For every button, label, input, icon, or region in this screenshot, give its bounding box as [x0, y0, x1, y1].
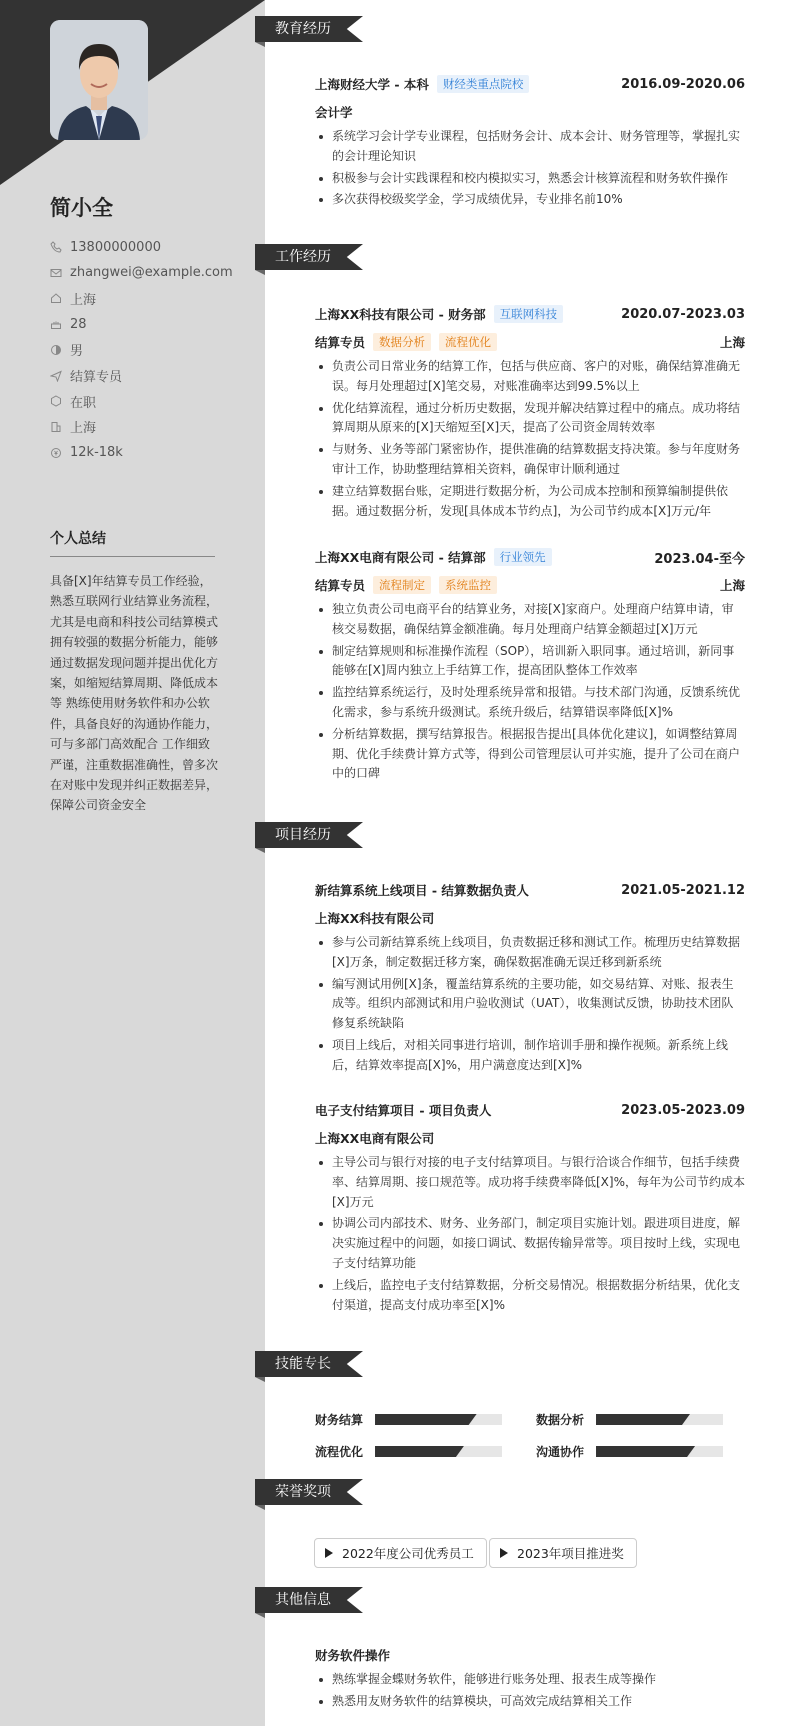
project-company: 上海XX电商有限公司 [315, 1131, 435, 1146]
company-title: 上海XX电商有限公司 - 结算部 [315, 550, 486, 565]
education-entry [315, 73, 745, 212]
contact-text: 上海 [70, 421, 97, 437]
list-item: 协调公司内部技术、财务、业务部门，制定项目实施计划。跟进项目进度，解决实施过程中的问题，如接口调试、数据传输异常等。项目按时上线，实现电子支付结算功能 [315, 1214, 745, 1273]
project-entry [315, 1099, 745, 1317]
mail-icon [50, 267, 62, 279]
work-date: 2023.04-至今 [654, 551, 745, 567]
contact-text: zhangwei@example.com [70, 265, 233, 281]
skill-tag: 流程优化 [439, 333, 497, 351]
skill-bar-fill [596, 1446, 695, 1457]
award-label: 2022年度公司优秀员工 [342, 1546, 474, 1561]
list-item: 熟练掌握金蝶财务软件，能够进行账务处理、报表生成等操作 [315, 1670, 745, 1690]
list-item: 监控结算系统运行，及时处理系统异常和报错。与技术部门沟通，反馈系统优化需求，参与系统升级测试。系统升级后，结算错误率降低[X]% [315, 683, 745, 723]
skill-name: 沟通协作 [536, 1445, 585, 1459]
company-tag: 互联网科技 [494, 305, 564, 323]
list-item: 熟悉用友财务软件的结算模块，可高效完成结算相关工作 [315, 1692, 745, 1712]
section-title: 项目经历 [275, 827, 331, 843]
list-item: 参与公司新结算系统上线项目，负责数据迁移和测试工作。梳理历史结算数据[X]万条，制定数据迁移方案，确保数据准确无误迁移到新系统 [315, 933, 745, 973]
company-title: 上海XX科技有限公司 - 财务部 [315, 307, 486, 322]
section-header-other [255, 1587, 363, 1617]
award-label: 2023年项目推进奖 [517, 1546, 624, 1561]
skill-bar-fill [596, 1414, 690, 1425]
project-bullets [315, 1153, 745, 1315]
contact-text: 12k-18k [70, 445, 123, 461]
skill-bar [375, 1446, 502, 1457]
list-item: 分析结算数据，撰写结算报告。根据报告提出[具体优化建议]，如调整结算周期、优化手续费计算方式等，得到公司管理层认可并实施，提升了公司在商户中的口碑 [315, 725, 745, 784]
list-item: 制定结算规则和标准操作流程（SOP），培训新入职同事。通过培训，新同事能够在[X]周内独立上手结算工作，提高团队整体工作效率 [315, 642, 745, 682]
play-icon [500, 1548, 508, 1558]
contact-text: 结算专员 [70, 370, 123, 385]
award-badge [489, 1538, 637, 1568]
section-title: 其他信息 [275, 1592, 331, 1608]
contact-text: 28 [70, 316, 87, 332]
work-entry [315, 303, 745, 523]
contact-item [50, 339, 83, 361]
contact-text: 在职 [70, 395, 97, 411]
section-title: 荣誉奖项 [275, 1484, 331, 1500]
summary-text: 具备[X]年结算专员工作经验，熟悉互联网行业结算业务流程，尤其是电商和科技公司结算模式 拥有较强的数据分析能力，能够通过数据发现问题并提出优化方案，如缩短结算周期、降低成本等 熟练使用财务软件和办公软件，具备良好的沟通协作能力，可与多部门高效配合 工作细致严谨，注重数据准确性，曾多次在对账中发现并纠正数据差异，保障公司资金安全 [50, 574, 219, 813]
list-item: 项目上线后，对相关同事进行培训，制作培训手册和操作视频。新系统上线后，结算效率提高[X]%，用户满意度达到[X]% [315, 1036, 745, 1076]
education-bullets [315, 127, 745, 210]
job-city: 上海 [719, 578, 745, 593]
list-item: 主导公司与银行对接的电子支付结算项目。与银行洽谈合作细节，包括手续费率、结算周期、接口规范等。成功将手续费率降低[X]%，每年为公司节约成本[X]万元 [315, 1153, 745, 1212]
contact-item [50, 262, 233, 284]
contact-item [50, 287, 96, 309]
section-header-skills [255, 1351, 363, 1381]
status-icon [50, 395, 62, 407]
company-tag: 行业领先 [494, 548, 552, 566]
skill-bar [596, 1446, 723, 1457]
contact-item [50, 236, 161, 258]
contact-item [50, 416, 96, 438]
section-title: 工作经历 [275, 249, 331, 265]
project-bullets [315, 933, 745, 1076]
send-icon [50, 370, 62, 382]
contact-item [50, 365, 122, 387]
section-header-education [255, 16, 363, 46]
skill-bar-fill [375, 1446, 464, 1457]
skill-tag: 数据分析 [373, 333, 431, 351]
contact-item [50, 390, 96, 412]
contact-text: 男 [70, 344, 84, 360]
list-item: 积极参与会计实践课程和校内模拟实习，熟悉会计核算流程和财务软件操作 [315, 169, 745, 189]
skill-tag: 系统监控 [439, 576, 497, 594]
contact-text: 上海 [70, 292, 97, 308]
skill-item [536, 1443, 723, 1460]
list-item: 优化结算流程，通过分析历史数据，发现并解决结算过程中的痛点。成功将结算周期从原来的[X]天缩短至[X]天，提高了公司资金周转效率 [315, 399, 745, 439]
school-title: 上海财经大学 - 本科 [315, 77, 429, 92]
project-date: 2021.05-2021.12 [621, 882, 745, 898]
work-date: 2020.07-2023.03 [621, 306, 745, 322]
school-tag: 财经类重点院校 [437, 75, 530, 93]
section-title: 技能专长 [275, 1356, 331, 1372]
avatar [50, 20, 148, 140]
list-item: 上线后，监控电子支付结算数据，分析交易情况。根据数据分析结果，优化支付渠道，提高支付成功率至[X]% [315, 1276, 745, 1316]
other-bullets [315, 1670, 745, 1712]
project-date: 2023.05-2023.09 [621, 1102, 745, 1118]
profile-name: 简小全 [50, 196, 113, 220]
contact-text: 13800000000 [70, 239, 161, 255]
project-entry [315, 879, 745, 1078]
job-city: 上海 [719, 335, 745, 350]
skill-name: 财务结算 [315, 1413, 364, 1427]
summary-title: 个人总结 [50, 531, 106, 547]
list-item: 多次获得校级奖学金，学习成绩优异，专业排名前10% [315, 190, 745, 210]
skill-tag: 流程制定 [373, 576, 431, 594]
sidebar [0, 0, 265, 1726]
job-role: 结算专员 [315, 578, 366, 593]
contact-item [50, 442, 123, 464]
gender-icon [50, 344, 62, 356]
list-item: 建立结算数据台账，定期进行数据分析，为公司成本控制和预算编制提供依据。通过数据分析，发现[具体成本节约点]，为公司节约成本[X]万元/年 [315, 482, 745, 522]
building-icon [50, 421, 62, 433]
skill-bar [375, 1414, 502, 1425]
section-header-awards [255, 1479, 363, 1509]
other-title: 财务软件操作 [315, 1648, 391, 1663]
project-title: 新结算系统上线项目 - 结算数据负责人 [315, 883, 529, 898]
skill-name: 数据分析 [536, 1413, 585, 1427]
age-icon [50, 318, 62, 330]
skill-item [315, 1411, 502, 1428]
education-date: 2016.09-2020.06 [621, 76, 745, 92]
job-role: 结算专员 [315, 335, 366, 350]
summary-divider [50, 556, 215, 557]
award-badge [314, 1538, 487, 1568]
home-icon [50, 292, 62, 304]
skill-bar-fill [375, 1414, 477, 1425]
section-title: 教育经历 [275, 21, 331, 37]
list-item: 编写测试用例[X]条，覆盖结算系统的主要功能，如交易结算、对账、报表生成等。组织内部测试和用户验收测试（UAT），收集测试反馈，协助技术团队修复系统缺陷 [315, 975, 745, 1034]
play-icon [325, 1548, 333, 1558]
skill-item [315, 1443, 502, 1460]
other-entry [315, 1644, 745, 1714]
section-header-work [255, 244, 363, 274]
skill-bar [596, 1414, 723, 1425]
salary-icon [50, 447, 62, 459]
work-entry [315, 546, 745, 786]
list-item: 系统学习会计学专业课程，包括财务会计、成本会计、财务管理等，掌握扎实的会计理论知识 [315, 127, 745, 167]
list-item: 独立负责公司电商平台的结算业务，对接[X]家商户。处理商户结算申请，审核交易数据，确保结算金额准确。每月处理商户结算金额超过[X]万元 [315, 600, 745, 640]
contact-item [50, 313, 87, 335]
section-header-projects [255, 822, 363, 852]
skill-name: 流程优化 [315, 1445, 364, 1459]
skill-item [536, 1411, 723, 1428]
major: 会计学 [315, 105, 353, 120]
list-item: 与财务、业务等部门紧密协作，提供准确的结算数据支持决策。参与年度财务审计工作，协助整理结算相关资料，确保审计顺利通过 [315, 440, 745, 480]
project-title: 电子支付结算项目 - 项目负责人 [315, 1103, 492, 1118]
work-bullets [315, 600, 745, 784]
project-company: 上海XX科技有限公司 [315, 911, 435, 926]
work-bullets [315, 357, 745, 521]
list-item: 负责公司日常业务的结算工作，包括与供应商、客户的对账，确保结算准确无误。每月处理超过[X]笔交易，对账准确率达到99.5%以上 [315, 357, 745, 397]
phone-icon [50, 241, 62, 253]
